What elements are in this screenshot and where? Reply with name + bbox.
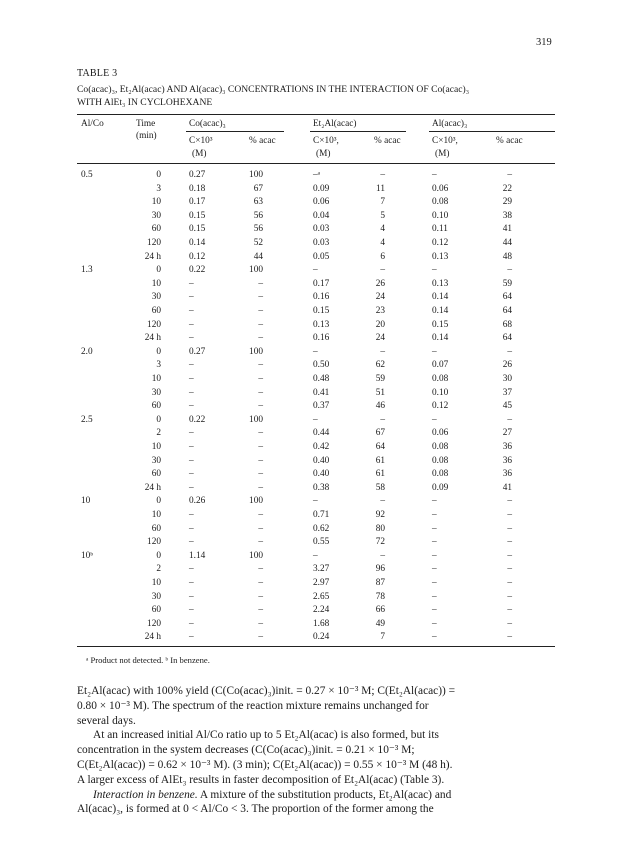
- row-al-conc: –: [432, 523, 437, 534]
- row-et-pct: 61: [375, 455, 385, 466]
- row-et-pct: 7: [380, 197, 385, 208]
- row-co-pct: 67: [253, 183, 263, 194]
- row-co-pct: –: [258, 523, 263, 534]
- row-et-conc: 0.41: [313, 387, 330, 398]
- row-al-pct: –: [507, 591, 512, 602]
- text-line: [77, 788, 555, 803]
- row-al-pct: 27: [502, 428, 512, 439]
- row-al-pct: 48: [502, 251, 512, 262]
- row-co-pct: –: [258, 482, 263, 493]
- table-header-rule: [77, 163, 555, 164]
- row-et-conc: 0.42: [313, 442, 330, 452]
- row-et-conc: 0.37: [313, 401, 330, 412]
- row-et-conc: 0.03: [313, 238, 330, 248]
- row-et-conc: 0.50: [313, 360, 330, 371]
- row-et-conc: 0.55: [313, 537, 330, 548]
- row-et-conc: 0.04: [313, 210, 330, 221]
- row-co-pct: 56: [253, 224, 263, 235]
- row-et-pct: 61: [375, 469, 385, 480]
- row-al-conc: –: [432, 414, 437, 425]
- row-al-pct: 29: [502, 197, 512, 208]
- row-co-conc: –: [189, 618, 194, 629]
- row-co-pct: 52: [253, 238, 263, 248]
- table-footnote: ᵃ Product not detected. ᵇ In benzene.: [86, 655, 210, 665]
- row-et-pct: 87: [375, 578, 385, 588]
- header-et-group: Et₂Al(acac): [313, 119, 357, 129]
- row-al-conc: 0.08: [432, 374, 449, 384]
- header-time: Time: [136, 119, 156, 129]
- row-al-conc: 0.12: [432, 401, 449, 412]
- row-al-conc: 0.06: [432, 428, 449, 439]
- row-al-conc: 0.10: [432, 387, 449, 398]
- row-et-pct: –: [380, 346, 385, 357]
- row-co-conc: 0.12: [189, 251, 206, 262]
- row-al-conc: –: [432, 564, 437, 575]
- row-time: 10: [151, 510, 161, 520]
- row-al-conc: –: [432, 537, 437, 548]
- row-et-conc: 0.13: [313, 319, 330, 330]
- row-al-conc: 0.08: [432, 469, 449, 480]
- row-al-conc: 0.13: [432, 278, 449, 289]
- row-al-conc: 0.10: [432, 210, 449, 221]
- row-co-conc: –: [189, 387, 194, 398]
- table-label: TABLE 3: [77, 68, 118, 79]
- row-et-pct: 96: [375, 564, 385, 575]
- row-al-conc: 0.14: [432, 292, 449, 303]
- row-co-pct: –: [258, 510, 263, 520]
- text-line: At an increased initial Al/Co ratio up to 5 Et₂Al(acac) is also formed, but its: [93, 729, 439, 742]
- row-time: 60: [151, 605, 161, 616]
- row-et-conc: 0.24: [313, 632, 330, 643]
- row-time: 24 h: [144, 251, 161, 262]
- text-line: A larger excess of AlEt₃ results in faster decomposition of Et₂Al(acac) (Table 3).: [77, 773, 445, 786]
- row-time: 30: [151, 292, 161, 303]
- row-et-conc: 0.71: [313, 510, 330, 520]
- row-time: 24 h: [144, 632, 161, 643]
- table-bottom-rule: [77, 646, 555, 647]
- row-co-pct: –: [258, 591, 263, 602]
- row-al-pct: 37: [502, 387, 512, 398]
- header-et-pct: % acac: [374, 136, 401, 146]
- row-al-pct: 45: [502, 401, 512, 412]
- text-line: several days.: [77, 714, 136, 727]
- row-co-pct: –: [258, 618, 263, 629]
- row-ratio: 10ᵇ: [81, 550, 94, 561]
- row-et-pct: –: [380, 414, 385, 425]
- row-et-pct: 24: [375, 333, 385, 344]
- row-time: 0: [156, 265, 161, 276]
- header-al-conc: C×10³,: [432, 136, 458, 146]
- row-al-pct: –: [507, 170, 512, 180]
- row-co-conc: –: [189, 442, 194, 452]
- row-co-conc: 0.15: [189, 224, 206, 235]
- row-al-conc: 0.13: [432, 251, 449, 262]
- row-time: 2: [156, 564, 161, 575]
- row-al-conc: –: [432, 591, 437, 602]
- row-time: 60: [151, 306, 161, 316]
- row-et-pct: 11: [376, 183, 385, 194]
- row-co-pct: 56: [253, 210, 263, 221]
- row-et-conc: 0.17: [313, 278, 330, 289]
- header-ratio: Al/Co: [81, 119, 104, 129]
- header-time-unit: (min): [136, 131, 157, 141]
- row-co-conc: 0.15: [189, 210, 206, 221]
- row-al-conc: –: [432, 578, 437, 588]
- text-line: C(Et₂Al(acac)) = 0.62 × 10⁻³ M). (3 min); C(Et₂Al(acac)) = 0.55 × 10⁻³ M (48 h).: [77, 758, 453, 771]
- row-et-pct: 72: [375, 537, 385, 548]
- row-et-conc: 3.27: [313, 564, 330, 575]
- row-co-conc: 0.18: [189, 183, 206, 194]
- header-co-unit: (M): [192, 149, 207, 159]
- row-co-pct: –: [258, 306, 263, 316]
- row-et-conc: 0.40: [313, 469, 330, 480]
- row-et-conc: 0.03: [313, 224, 330, 235]
- row-et-pct: –: [380, 550, 385, 561]
- header-group-rule: [186, 131, 284, 132]
- row-co-pct: 100: [249, 550, 263, 561]
- row-time: 30: [151, 210, 161, 221]
- row-et-conc: 0.05: [313, 251, 330, 262]
- row-co-conc: 0.27: [189, 346, 206, 357]
- text-line: Al(acac)₃, is formed at 0 < Al/Co < 3. The proportion of the former among the: [77, 803, 434, 816]
- header-et-conc: C×10³,: [313, 136, 339, 146]
- row-et-conc: 0.62: [313, 523, 330, 534]
- row-co-conc: 1.14: [189, 550, 206, 561]
- row-et-pct: 20: [375, 319, 385, 330]
- row-al-pct: 38: [502, 210, 512, 221]
- row-co-conc: –: [189, 428, 194, 439]
- row-al-conc: –: [432, 605, 437, 616]
- header-group-rule: [310, 131, 406, 132]
- header-group-rule: [429, 131, 555, 132]
- row-al-pct: –: [507, 618, 512, 629]
- row-co-conc: –: [189, 455, 194, 466]
- row-et-pct: 4: [380, 224, 385, 235]
- header-co-group: Co(acac)₃: [189, 119, 226, 129]
- row-time: 10: [151, 278, 161, 289]
- row-time: 10: [151, 442, 161, 452]
- row-et-conc: 0.15: [313, 306, 330, 316]
- row-co-conc: –: [189, 605, 194, 616]
- row-al-pct: 26: [502, 360, 512, 371]
- row-co-conc: –: [189, 333, 194, 344]
- row-time: 120: [147, 319, 161, 330]
- row-al-conc: –: [432, 496, 437, 507]
- row-co-pct: –: [258, 374, 263, 384]
- row-time: 3: [156, 183, 161, 194]
- row-et-conc: 0.06: [313, 197, 330, 208]
- text-run: A mixture of the substitution products, Et₂Al(acac) and: [197, 788, 452, 801]
- row-al-pct: 64: [502, 333, 512, 344]
- row-al-conc: –: [432, 265, 437, 276]
- row-et-pct: 4: [380, 238, 385, 248]
- row-et-conc: 0.16: [313, 333, 330, 344]
- row-al-conc: –: [432, 170, 437, 180]
- row-co-conc: –: [189, 632, 194, 643]
- row-et-pct: 80: [375, 523, 385, 534]
- row-time: 60: [151, 401, 161, 412]
- row-et-conc: 2.65: [313, 591, 330, 602]
- row-al-conc: 0.14: [432, 306, 449, 316]
- row-al-pct: –: [507, 414, 512, 425]
- row-co-conc: 0.14: [189, 238, 206, 248]
- row-al-pct: –: [507, 632, 512, 643]
- table-top-rule: [77, 114, 555, 115]
- row-co-conc: –: [189, 469, 194, 480]
- table-caption: [77, 83, 557, 109]
- row-time: 0: [156, 346, 161, 357]
- row-al-pct: –: [507, 346, 512, 357]
- body-text: [77, 684, 555, 817]
- row-al-pct: –: [507, 265, 512, 276]
- row-co-pct: –: [258, 360, 263, 371]
- row-co-pct: –: [258, 319, 263, 330]
- row-co-conc: –: [189, 319, 194, 330]
- row-time: 0: [156, 550, 161, 561]
- text-line: concentration in the system decreases (C(Co(acac)₃)init. = 0.21 × 10⁻³ M;: [77, 744, 415, 757]
- row-time: 60: [151, 469, 161, 480]
- row-et-pct: 92: [375, 510, 385, 520]
- row-et-pct: 26: [375, 278, 385, 289]
- row-al-pct: –: [507, 510, 512, 520]
- row-al-pct: 64: [502, 306, 512, 316]
- row-et-pct: –: [380, 265, 385, 276]
- row-time: 30: [151, 591, 161, 602]
- row-et-conc: –: [313, 550, 318, 561]
- row-co-pct: –: [258, 469, 263, 480]
- text-line: 0.80 × 10⁻³ M). The spectrum of the reaction mixture remains unchanged for: [77, 699, 429, 712]
- row-co-pct: –: [258, 564, 263, 575]
- row-et-pct: 49: [375, 618, 385, 629]
- row-time: 0: [156, 170, 161, 180]
- header-al-pct: % acac: [496, 136, 523, 146]
- row-co-conc: –: [189, 510, 194, 520]
- row-co-pct: –: [258, 632, 263, 643]
- row-al-pct: 41: [502, 482, 512, 493]
- row-et-pct: 58: [375, 482, 385, 493]
- row-co-pct: –: [258, 401, 263, 412]
- row-ratio: 10: [81, 496, 91, 507]
- row-time: 3: [156, 360, 161, 371]
- row-al-conc: –: [432, 618, 437, 629]
- row-time: 30: [151, 387, 161, 398]
- row-et-pct: 64: [375, 442, 385, 452]
- row-al-pct: 30: [502, 374, 512, 384]
- row-et-pct: 78: [375, 591, 385, 602]
- row-time: 2: [156, 428, 161, 439]
- row-al-conc: 0.08: [432, 442, 449, 452]
- row-al-conc: 0.08: [432, 197, 449, 208]
- row-al-pct: 36: [502, 469, 512, 480]
- row-et-conc: 0.09: [313, 183, 330, 194]
- row-et-conc: –: [313, 265, 318, 276]
- row-time: 120: [147, 537, 161, 548]
- row-et-pct: 5: [380, 210, 385, 221]
- row-al-pct: 59: [502, 278, 512, 289]
- row-al-conc: –: [432, 510, 437, 520]
- row-co-pct: –: [258, 537, 263, 548]
- row-al-conc: 0.08: [432, 455, 449, 466]
- row-et-pct: 6: [380, 251, 385, 262]
- row-co-conc: 0.27: [189, 170, 206, 180]
- row-et-pct: –: [380, 170, 385, 180]
- row-time: 0: [156, 414, 161, 425]
- row-ratio: 0.5: [81, 170, 93, 180]
- row-time: 10: [151, 374, 161, 384]
- row-co-pct: –: [258, 605, 263, 616]
- row-et-pct: 62: [375, 360, 385, 371]
- row-al-conc: 0.11: [432, 224, 448, 235]
- row-al-conc: 0.09: [432, 482, 449, 493]
- row-al-pct: –: [507, 537, 512, 548]
- row-co-conc: –: [189, 591, 194, 602]
- row-co-pct: –: [258, 428, 263, 439]
- row-time: 120: [147, 238, 161, 248]
- row-co-pct: 63: [253, 197, 263, 208]
- row-time: 24 h: [144, 333, 161, 344]
- row-et-pct: 59: [375, 374, 385, 384]
- row-co-conc: –: [189, 278, 194, 289]
- row-ratio: 1.3: [81, 265, 93, 276]
- row-time: 60: [151, 523, 161, 534]
- row-co-pct: 100: [249, 414, 263, 425]
- row-et-pct: 24: [375, 292, 385, 303]
- header-co-conc: C×10³: [189, 136, 213, 146]
- row-al-pct: 22: [502, 183, 512, 194]
- row-al-pct: –: [507, 605, 512, 616]
- header-al-group: Al(acac)₃: [432, 119, 468, 129]
- row-co-pct: –: [258, 387, 263, 398]
- caption-line: Co(acac)₃, Et₂Al(acac) AND Al(acac)₃ CONCENTRATIONS IN THE INTERACTION OF Co(acac)₃: [77, 84, 470, 95]
- row-al-conc: 0.07: [432, 360, 449, 371]
- row-ratio: 2.5: [81, 414, 93, 425]
- row-co-pct: –: [258, 578, 263, 588]
- row-co-pct: 100: [249, 170, 263, 180]
- row-et-conc: 0.48: [313, 374, 330, 384]
- row-al-pct: –: [507, 523, 512, 534]
- row-et-conc: 0.38: [313, 482, 330, 493]
- row-co-conc: –: [189, 374, 194, 384]
- row-et-pct: 7: [380, 632, 385, 643]
- row-al-pct: 64: [502, 292, 512, 303]
- row-co-conc: 0.22: [189, 414, 206, 425]
- page-number: 319: [536, 37, 552, 48]
- header-al-unit: (M): [435, 149, 450, 159]
- row-al-conc: –: [432, 346, 437, 357]
- row-et-conc: 0.16: [313, 292, 330, 303]
- row-time: 10: [151, 197, 161, 208]
- row-al-conc: 0.12: [432, 238, 449, 248]
- row-co-pct: –: [258, 442, 263, 452]
- row-co-conc: –: [189, 482, 194, 493]
- row-et-pct: 66: [375, 605, 385, 616]
- row-al-conc: –: [432, 632, 437, 643]
- paragraph-heading: Interaction in benzene.: [93, 788, 198, 801]
- row-al-conc: 0.14: [432, 333, 449, 344]
- row-co-pct: 100: [249, 346, 263, 357]
- row-co-conc: –: [189, 578, 194, 588]
- row-et-conc: –: [313, 346, 318, 357]
- row-al-pct: 41: [502, 224, 512, 235]
- row-co-conc: –: [189, 401, 194, 412]
- row-co-conc: –: [189, 564, 194, 575]
- row-co-pct: 44: [253, 251, 263, 262]
- row-al-pct: 36: [502, 455, 512, 466]
- row-al-conc: –: [432, 550, 437, 561]
- row-et-conc: –: [313, 496, 318, 507]
- row-et-conc: 2.97: [313, 578, 330, 588]
- row-al-pct: –: [507, 550, 512, 561]
- row-time: 60: [151, 224, 161, 235]
- header-et-unit: (M): [316, 149, 331, 159]
- row-time: 120: [147, 618, 161, 629]
- header-co-pct: % acac: [249, 136, 276, 146]
- row-al-pct: –: [507, 578, 512, 588]
- row-et-conc: 1.68: [313, 618, 330, 629]
- row-al-pct: 36: [502, 442, 512, 452]
- row-et-conc: –: [313, 414, 318, 425]
- row-co-pct: 100: [249, 265, 263, 276]
- row-et-conc: 2.24: [313, 605, 330, 616]
- text-line: Et₂Al(acac) with 100% yield (C(Co(acac)₃)init. = 0.27 × 10⁻³ M; C(Et₂Al(acac)) =: [77, 685, 456, 697]
- row-co-conc: –: [189, 537, 194, 548]
- row-co-pct: –: [258, 455, 263, 466]
- row-co-conc: –: [189, 523, 194, 534]
- row-ratio: 2.0: [81, 346, 93, 357]
- row-et-pct: 46: [375, 401, 385, 412]
- row-et-pct: 67: [375, 428, 385, 439]
- row-time: 10: [151, 578, 161, 588]
- row-co-pct: 100: [249, 496, 263, 507]
- row-al-pct: 68: [502, 319, 512, 330]
- row-co-pct: –: [258, 278, 263, 289]
- row-al-pct: –: [507, 564, 512, 575]
- row-co-pct: –: [258, 292, 263, 303]
- row-et-pct: 23: [375, 306, 385, 316]
- row-et-pct: –: [380, 496, 385, 507]
- row-al-conc: 0.06: [432, 183, 449, 194]
- row-co-conc: 0.22: [189, 265, 206, 276]
- row-al-pct: –: [507, 496, 512, 507]
- row-et-conc: –ᵃ: [313, 170, 321, 180]
- row-time: 30: [151, 455, 161, 466]
- row-et-conc: 0.44: [313, 428, 330, 439]
- row-time: 0: [156, 496, 161, 507]
- row-co-conc: –: [189, 292, 194, 303]
- row-co-pct: –: [258, 333, 263, 344]
- row-co-conc: 0.17: [189, 197, 206, 208]
- row-et-conc: 0.40: [313, 455, 330, 466]
- row-time: 24 h: [144, 482, 161, 493]
- row-al-pct: 44: [502, 238, 512, 248]
- row-et-pct: 51: [375, 387, 385, 398]
- row-al-conc: 0.15: [432, 319, 449, 330]
- caption-line: WITH AlEt₃ IN CYCLOHEXANE: [77, 97, 213, 108]
- row-co-conc: –: [189, 306, 194, 316]
- row-co-conc: 0.26: [189, 496, 206, 507]
- row-co-conc: –: [189, 360, 194, 371]
